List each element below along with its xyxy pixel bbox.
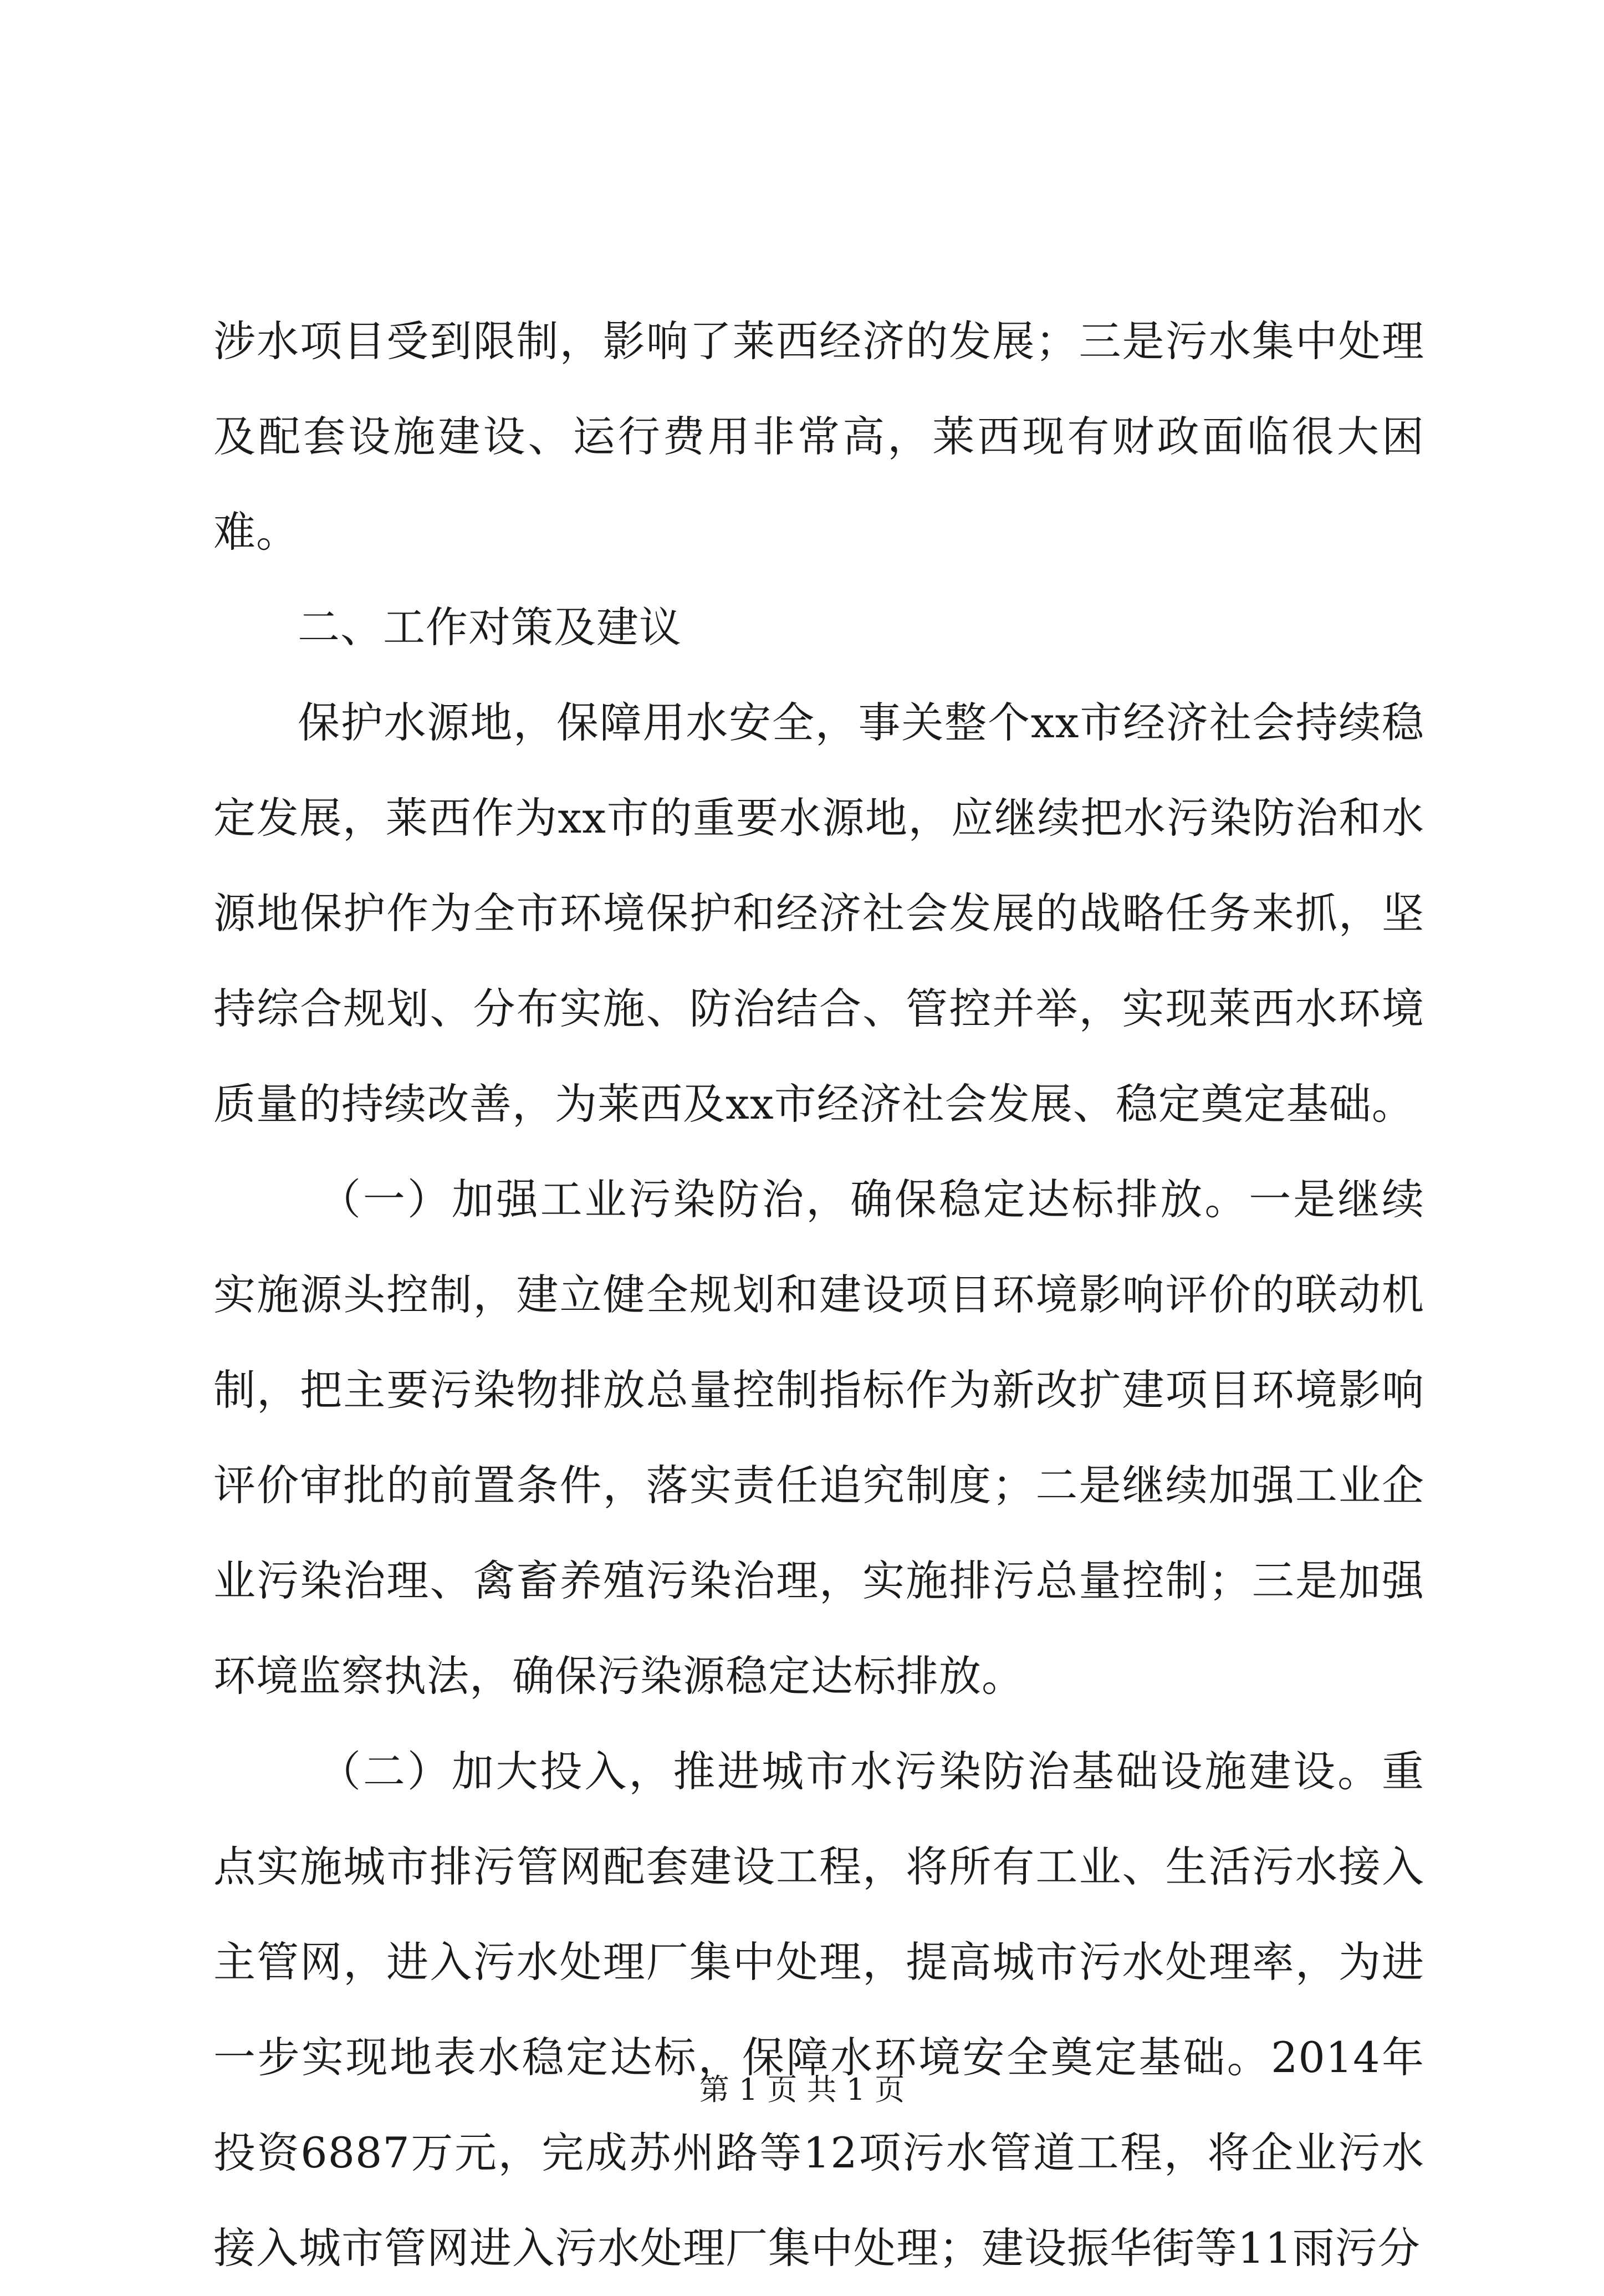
paragraph-intro: 保护水源地，保障用水安全，事关整个xx市经济社会持续稳定发展，莱西作为xx市的重要水源地，应继续把水污染防治和水源地保护作为全市环境保护和经济社会发展的战略任务来抓，坚持综合规划、分布实施、防治结合、管控并举，实现莱西水环境质量的持续改善，为莱西及xx市经济社会发展、稳定奠定基础。 [213,698,1424,1129]
paragraph-continuation: 涉水项目受到限制，影响了莱西经济的发展；三是污水集中处理及配套设施建设、运行费用非常高，莱西现有财政面临很大困难。 [213,317,1424,557]
section-heading: 二、工作对策及建议 [298,603,682,652]
document-body [213,294,1424,2296]
paragraph-item-1: （一）加强工业污染防治，确保稳定达标排放。一是继续实施源头控制，建立健全规划和建设项目环境影响评价的联动机制，把主要污染物排放总量控制指标作为新改扩建项目环境影响评价审批的前置条件，落实责任追究制度；二是继续加强工业企业污染治理、禽畜养殖污染治理，实施排污总量控制；三是加强环境监察执法，确保污染源稳定达标排放。 [213,1175,1424,1701]
page-footer: 第 1 页 共 1 页 [699,2072,905,2107]
paragraph-item-2: （二）加大投入，推进城市水污染防治基础设施建设。重点实施城市排污管网配套建设工程，将所有工业、生活污水接入主管网，进入污水处理厂集中处理，提高城市污水处理率，为进一步实现地表水稳定达标，保障水环境安全奠定基础。2014年投资6887万元，完成苏州路等12项污水管道工程，将企业污水接入城市管网进入污水处理厂集中处理；建设振华街等11雨污分 [213,1747,1424,2273]
